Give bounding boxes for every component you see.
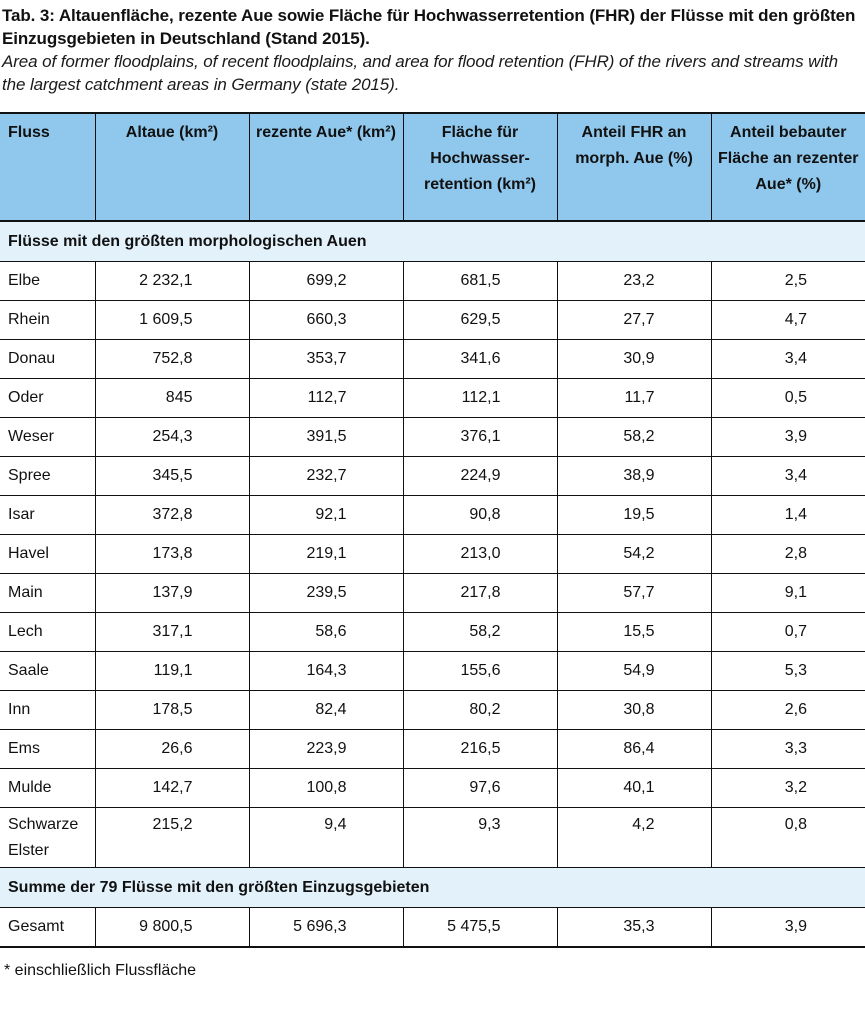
cell-value: 2 232,1 <box>95 262 249 301</box>
footnote: * einschließlich Flussfläche <box>4 962 197 979</box>
total-row <box>0 908 865 947</box>
table-row <box>0 262 865 301</box>
cell-value: 142,7 <box>95 769 249 808</box>
cell-river-name: Gesamt <box>0 908 95 947</box>
cell-value: 23,2 <box>557 262 711 301</box>
table-row <box>0 691 865 730</box>
cell-value: 100,8 <box>249 769 403 808</box>
cell-river-name: Schwarze Elster <box>0 808 95 868</box>
cell-value: 2,6 <box>711 691 865 730</box>
cell-value: 86,4 <box>557 730 711 769</box>
table-row <box>0 769 865 808</box>
cell-value: 82,4 <box>249 691 403 730</box>
caption-german: Tab. 3: Altauenfläche, rezente Aue sowie Fläche für Hochwasserretention (FHR) der Flüsse mit den größten Einzugsgebieten in Deutschland (Stand 2015). <box>2 6 856 48</box>
header-rezente-aue: rezente Aue* (km²) <box>249 113 403 221</box>
cell-value: 97,6 <box>403 769 557 808</box>
cell-value: 0,5 <box>711 379 865 418</box>
cell-value: 4,2 <box>557 808 711 868</box>
cell-value: 0,7 <box>711 613 865 652</box>
cell-value: 660,3 <box>249 301 403 340</box>
cell-value: 164,3 <box>249 652 403 691</box>
cell-value: 376,1 <box>403 418 557 457</box>
cell-value: 3,3 <box>711 730 865 769</box>
cell-value: 215,2 <box>95 808 249 868</box>
cell-river-name: Oder <box>0 379 95 418</box>
cell-value: 58,6 <box>249 613 403 652</box>
section-label: Flüsse mit den größten morphologischen Auen <box>0 221 865 262</box>
cell-value: 3,2 <box>711 769 865 808</box>
cell-value: 11,7 <box>557 379 711 418</box>
cell-value: 3,4 <box>711 457 865 496</box>
cell-value: 629,5 <box>403 301 557 340</box>
cell-river-name: Isar <box>0 496 95 535</box>
table-row <box>0 496 865 535</box>
table-row <box>0 418 865 457</box>
cell-value: 224,9 <box>403 457 557 496</box>
cell-value: 391,5 <box>249 418 403 457</box>
caption-english: Area of former floodplains, of recent floodplains, and area for flood retention (FHR) of the rivers and streams with the largest catchment areas in Germany (state 2015). <box>2 52 838 94</box>
header-altaue: Altaue (km²) <box>95 113 249 221</box>
cell-value: 699,2 <box>249 262 403 301</box>
cell-river-name: Lech <box>0 613 95 652</box>
cell-value: 27,7 <box>557 301 711 340</box>
cell-value: 213,0 <box>403 535 557 574</box>
cell-value: 223,9 <box>249 730 403 769</box>
cell-value: 317,1 <box>95 613 249 652</box>
cell-value: 3,9 <box>711 908 865 947</box>
cell-value: 1 609,5 <box>95 301 249 340</box>
table-row <box>0 613 865 652</box>
cell-value: 112,1 <box>403 379 557 418</box>
header-fluss: Fluss <box>0 113 95 221</box>
cell-value: 341,6 <box>403 340 557 379</box>
floodplain-table <box>0 112 865 948</box>
cell-value: 9 800,5 <box>95 908 249 947</box>
cell-value: 58,2 <box>557 418 711 457</box>
cell-value: 219,1 <box>249 535 403 574</box>
table-row <box>0 535 865 574</box>
cell-value: 40,1 <box>557 769 711 808</box>
header-flaeche-fhr: Fläche für Hochwasser-retention (km²) <box>403 113 557 221</box>
cell-value: 2,8 <box>711 535 865 574</box>
header-anteil-fhr: Anteil FHR an morph. Aue (%) <box>557 113 711 221</box>
cell-value: 5 475,5 <box>403 908 557 947</box>
cell-river-name: Ems <box>0 730 95 769</box>
cell-river-name: Mulde <box>0 769 95 808</box>
section-row-sum <box>0 868 865 908</box>
table-header-row <box>0 113 865 221</box>
cell-value: 112,7 <box>249 379 403 418</box>
cell-value: 9,4 <box>249 808 403 868</box>
cell-value: 54,2 <box>557 535 711 574</box>
cell-value: 217,8 <box>403 574 557 613</box>
cell-value: 9,1 <box>711 574 865 613</box>
cell-value: 137,9 <box>95 574 249 613</box>
cell-value: 372,8 <box>95 496 249 535</box>
cell-value: 58,2 <box>403 613 557 652</box>
cell-river-name: Rhein <box>0 301 95 340</box>
cell-value: 845 <box>95 379 249 418</box>
cell-value: 2,5 <box>711 262 865 301</box>
table-row <box>0 808 865 868</box>
table-row <box>0 340 865 379</box>
cell-value: 80,2 <box>403 691 557 730</box>
cell-value: 752,8 <box>95 340 249 379</box>
cell-value: 216,5 <box>403 730 557 769</box>
table-row <box>0 652 865 691</box>
cell-value: 3,4 <box>711 340 865 379</box>
cell-value: 239,5 <box>249 574 403 613</box>
cell-river-name: Donau <box>0 340 95 379</box>
cell-value: 5 696,3 <box>249 908 403 947</box>
cell-value: 232,7 <box>249 457 403 496</box>
cell-value: 90,8 <box>403 496 557 535</box>
cell-value: 15,5 <box>557 613 711 652</box>
section-label: Summe der 79 Flüsse mit den größten Einzugsgebieten <box>0 868 865 908</box>
cell-river-name: Weser <box>0 418 95 457</box>
cell-value: 19,5 <box>557 496 711 535</box>
cell-river-name: Saale <box>0 652 95 691</box>
cell-value: 30,9 <box>557 340 711 379</box>
cell-value: 38,9 <box>557 457 711 496</box>
table-caption <box>2 0 864 96</box>
cell-value: 681,5 <box>403 262 557 301</box>
cell-river-name: Main <box>0 574 95 613</box>
cell-value: 92,1 <box>249 496 403 535</box>
cell-value: 119,1 <box>95 652 249 691</box>
cell-value: 155,6 <box>403 652 557 691</box>
cell-value: 35,3 <box>557 908 711 947</box>
cell-value: 353,7 <box>249 340 403 379</box>
cell-value: 178,5 <box>95 691 249 730</box>
cell-value: 5,3 <box>711 652 865 691</box>
section-row-largest-floodplains <box>0 221 865 262</box>
cell-value: 9,3 <box>403 808 557 868</box>
cell-value: 30,8 <box>557 691 711 730</box>
cell-value: 3,9 <box>711 418 865 457</box>
cell-value: 26,6 <box>95 730 249 769</box>
cell-value: 4,7 <box>711 301 865 340</box>
table-row <box>0 379 865 418</box>
cell-river-name: Havel <box>0 535 95 574</box>
cell-river-name: Elbe <box>0 262 95 301</box>
header-anteil-bebaut: Anteil bebauter Fläche an rezenter Aue* (%) <box>711 113 865 221</box>
cell-value: 1,4 <box>711 496 865 535</box>
cell-value: 173,8 <box>95 535 249 574</box>
cell-river-name: Inn <box>0 691 95 730</box>
cell-value: 345,5 <box>95 457 249 496</box>
table-row <box>0 301 865 340</box>
table-row <box>0 730 865 769</box>
table-row <box>0 574 865 613</box>
table-row <box>0 457 865 496</box>
cell-value: 54,9 <box>557 652 711 691</box>
cell-river-name: Spree <box>0 457 95 496</box>
cell-value: 57,7 <box>557 574 711 613</box>
cell-value: 0,8 <box>711 808 865 868</box>
cell-value: 254,3 <box>95 418 249 457</box>
